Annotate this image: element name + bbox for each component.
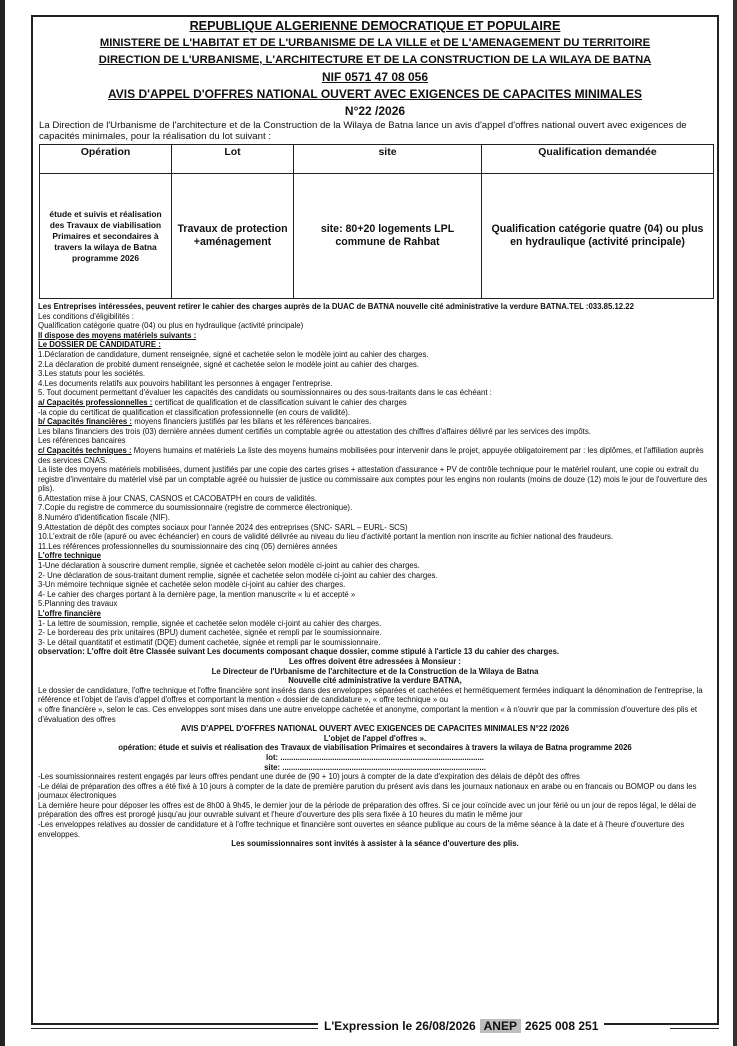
header-ministere: MINISTERE DE L'HABITAT ET DE L'URBANISME DE LA VILLE et DE L'AMENAGEMENT DU TERRITOIRE <box>99 37 651 49</box>
header-republique: REPUBLIQUE ALGERIENNE DEMOCRATIQUE ET POPULAIRE <box>189 19 561 33</box>
body-line <box>38 398 712 408</box>
body-line: 7.Copie du registre de commerce du soumissionnaire (registre de commerce électronique). <box>38 503 353 513</box>
body-line: La liste des moyens matériels mobilisées, dument justifiés par une copie des cartes grises + attestation d'assurance + PV de contrôle technique pour le matériel roulant, une copie ou extrait du registre d'inventaire du matériel visé par un comptable agréé ou huissier de justice ou commissaire aux comptes pour les engins non roulants (moins de douze (12) mois le jour de l'ouverture des plis). <box>38 465 708 494</box>
cell-operation: étude et suivis et réalisation des Travaux de viabilisation Primaires et secondaires à travers la wilaya de Batna programme 2026 <box>40 174 172 299</box>
section-heading: L'offre technique <box>38 551 101 561</box>
footer-rule-left <box>31 1024 321 1029</box>
envelope-title: AVIS D'APPEL D'OFFRES NATIONAL OUVERT AVEC EXIGENCES DE CAPACITES MINIMALES N°22 /2026 <box>180 724 570 734</box>
body-line: 2.La déclaration de probité dument renseignée, signé et cachetée selon le modèle joint au cahier des charges. <box>38 359 419 369</box>
body-line: -la copie du certificat de qualification et classification professionnelle (en cours de validité). <box>38 407 351 417</box>
notice-body <box>33 299 717 849</box>
body-line: -Les enveloppes relatives au dossier de candidature et à l'offre technique et financière sont ouvertes en séance publique au cours de la même séance à la date et à l'heure d'ouverture des enveloppes. <box>38 820 685 839</box>
subsection-text: Moyens humains et matériels La liste des moyens humains mobilisées pour intervenir dans le projet, appuyée obligatoirement par : les diplômes, et l'affiliation auprès des services CNAS. <box>38 445 704 465</box>
lot-table-row <box>40 174 714 299</box>
body-line: 8.Numéro d'identification fiscale (NIF). <box>38 513 170 523</box>
publication-footer <box>318 1019 604 1033</box>
body-line: 11.Les références professionnelles du soumissionnaire des cinq (05) dernières années <box>38 541 338 551</box>
left-column-border <box>0 0 5 1046</box>
body-line: 3.Les statuts pour les sociétés. <box>38 369 146 379</box>
body-line: 3-Un mémoire technique signée et cachetée selon modèle ci-joint au cahier des charges. <box>38 580 346 590</box>
col-operation-header: Opération <box>40 145 172 174</box>
body-line: 10.L'extrait de rôle (apuré ou avec échéancier) en cours de validité délivrée au niveau du lieu d'activité portant la mention non inscrite au fichier national des fraudeurs. <box>38 532 614 542</box>
body-line: 6.Attestation mise à jour CNAS, CASNOS et CACOBATPH en cours de validités. <box>38 493 317 503</box>
subsection-label: b/ Capacités financières : <box>38 417 133 427</box>
footer-rule-right <box>670 1024 719 1029</box>
notice-number: N°22 /2026 <box>344 104 406 118</box>
publication-date: L'Expression le 26/08/2026 <box>324 1019 476 1033</box>
subsection-label: a/ Capacités professionnelles : <box>38 397 153 407</box>
address-line: Le Directeur de l'Urbanisme de l'architecture et de la Construction de la Wilaya de Batna <box>211 666 539 676</box>
anep-reference: 2625 008 251 <box>524 1019 599 1033</box>
intro-paragraph: La Direction de l'Urbanisme de l'architecture et de la Construction de la Wilaya de Batna lance un avis d'appel d'offres national ouvert avec exigences de capacités minimales, pour la réalisation du lot suivant : <box>39 120 687 142</box>
body-line: -Les soumissionnaires restent engagés par leurs offres pendant une durée de (90 + 10) jours à compter de la date d'expiration des délais de dépôt des offres <box>38 772 580 782</box>
lot-table <box>39 144 714 299</box>
body-line: 2- Le bordereau des prix unitaires (BPU) dument cachetée, signée et rempli par le soumissionnaire. <box>38 628 382 638</box>
right-column-border <box>733 0 737 1046</box>
envelope-object: L'objet de l'appel d'offres ». <box>323 733 427 743</box>
body-line: 3- Le détail quantitatif et estimatif (DQE) dument cachetée, signée et rempli par le soumissionnaire. <box>38 637 381 647</box>
col-site-header: site <box>294 145 482 174</box>
body-line: 5. Tout document permettant d'évaluer les capacités des candidats ou soumissionnaires ou des sous-traitants dans le cas échéant : <box>38 388 492 398</box>
body-line: 1.Déclaration de candidature, dument renseignée, signé et cachetée selon le modèle joint au cahier des charges. <box>38 349 429 359</box>
tender-notice <box>31 15 719 1025</box>
body-line: 4- Le cahier des charges portant à la dernière page, la mention manuscrite « lu et accepté » <box>38 589 356 599</box>
header-nif: NIF 0571 47 08 056 <box>321 70 429 84</box>
section-heading: L'offre financière <box>38 609 101 618</box>
section-heading: Il dispose des moyens matériels suivants : <box>38 330 197 340</box>
subsection-text: certificat de qualification et de classification suivant le cahier des charges <box>152 397 407 407</box>
address-line: Nouvelle cité administrative la verdure BATNA, <box>288 676 462 686</box>
body-line: 2- Une déclaration de sous-traitant dument remplie, signée et cachetée selon modèle ci-joint au cahier des charges. <box>38 570 438 580</box>
cell-lot: Travaux de protection +aménagement <box>172 174 294 299</box>
col-qualification-header: Qualification demandée <box>482 145 714 174</box>
body-line: 1- La lettre de soumission, remplie, signée et cachetée selon modèle ci-joint au cahier des charges. <box>38 618 382 628</box>
body-line: Les bilans financiers des trois (03) dernière années dument certifiés un comptable agrée ou attestation des chiffres d'affaires délivré par les services des impôts. <box>38 426 591 436</box>
body-line: « offre financière », selon le cas. Ces enveloppes sont mises dans une autre enveloppe cachetée et anonyme, comportant la mention « à n'ouvrir que par la commission d'ouverture des plis et d'évaluation des offres <box>38 704 698 724</box>
subsection-label: c/ Capacités techniques : <box>38 445 132 455</box>
envelope-operation: opération: étude et suivis et réalisation des Travaux de viabilisation Primaires et secondaires à travers la wilaya de Batna programme 2026 <box>118 743 632 753</box>
section-heading: Le DOSSIER DE CANDIDATURE : <box>38 340 161 350</box>
col-lot-header: Lot <box>172 145 294 174</box>
cell-qualification: Qualification catégorie quatre (04) ou plus en hydraulique (activité principale) <box>482 174 714 299</box>
body-line: Le dossier de candidature, l'offre technique et l'offre financière sont insérés dans des enveloppes séparées et cachetées et hermétiquement fermées indiquant la dénomination de l'entreprise, la référence et l'objet de l'avis d'appel d'offres et comportant la mention « dossier de candidature », « offre technique » ou <box>38 685 703 705</box>
body-line: Qualification catégorie quatre (04) ou plus en hydraulique (activité principale) <box>38 321 304 331</box>
body-line <box>38 446 712 465</box>
body-line: Les références bancaires <box>38 436 126 446</box>
lot-table-header <box>40 145 714 174</box>
envelope-site: site: .............................................................................................. <box>264 762 486 772</box>
address-line: Les offres doivent être adressées à Monsieur : <box>288 656 462 666</box>
notice-title: AVIS D'APPEL D'OFFRES NATIONAL OUVERT AVEC EXIGENCES DE CAPACITES MINIMALES <box>108 87 642 101</box>
body-line: La dernière heure pour déposer les offres est de 8h00 à 9h45, le dernier jour de la période de préparation des offres. Si ce jour coïncide avec un jour férié ou un jour de repos légal, le délai de préparation des offres est prorogé jusqu'au jour ouvrable suivant et l'heure d'ouverture des plis sera fixée à 10 heures du matin le même jour <box>38 800 697 820</box>
subsection-text: moyens financiers justifiés par les bilans et les références bancaires. <box>132 417 372 427</box>
envelope-lot: lot: .............................................................................................. <box>266 752 484 762</box>
anep-badge: ANEP <box>480 1019 521 1033</box>
cell-site: site: 80+20 logements LPL commune de Rahbat <box>294 174 482 299</box>
body-line <box>38 417 712 427</box>
body-line: 4.Les documents relatifs aux pouvoirs habilitant les personnes à engager l'entreprise. <box>38 378 333 388</box>
body-line: Les conditions d'éligibilités : <box>38 311 134 321</box>
header-direction: DIRECTION DE L'URBANISME, L'ARCHITECTURE ET DE LA CONSTRUCTION DE LA WILAYA DE BATNA <box>98 54 652 66</box>
body-line: 1-Une déclaration à souscrire dument remplie, signée et cachetée selon modèle ci-joint au cahier des charges. <box>38 561 420 571</box>
body-line: 5.Planning des travaux <box>38 599 118 609</box>
body-line: -Le délai de préparation des offres a été fixé à 10 jours à compter de la date de première parution du présent avis dans les journaux nationaux en arabe ou en francais ou BOMOP ou dans les journaux électroniques <box>38 781 697 801</box>
body-line: 9.Attestation de dépôt des comptes sociaux pour l'année 2024 des entreprises (SNC- SARL – EURL- SCS) <box>38 522 408 532</box>
observation-line: observation: L'offre doit être Classée suivant Les documents composant chaque dossier, comme stipulé à l'article 13 du cahier des charges. <box>38 647 560 657</box>
body-line: Les Entreprises intéressées, peuvent retirer le cahier des charges auprès de la DUAC de BATNA nouvelle cité administrative la verdure BATNA.TEL :033.85.12.22 <box>38 302 634 311</box>
closing-line: Les soumissionnaires sont invités à assister à la séance d'ouverture des plis. <box>231 839 519 849</box>
